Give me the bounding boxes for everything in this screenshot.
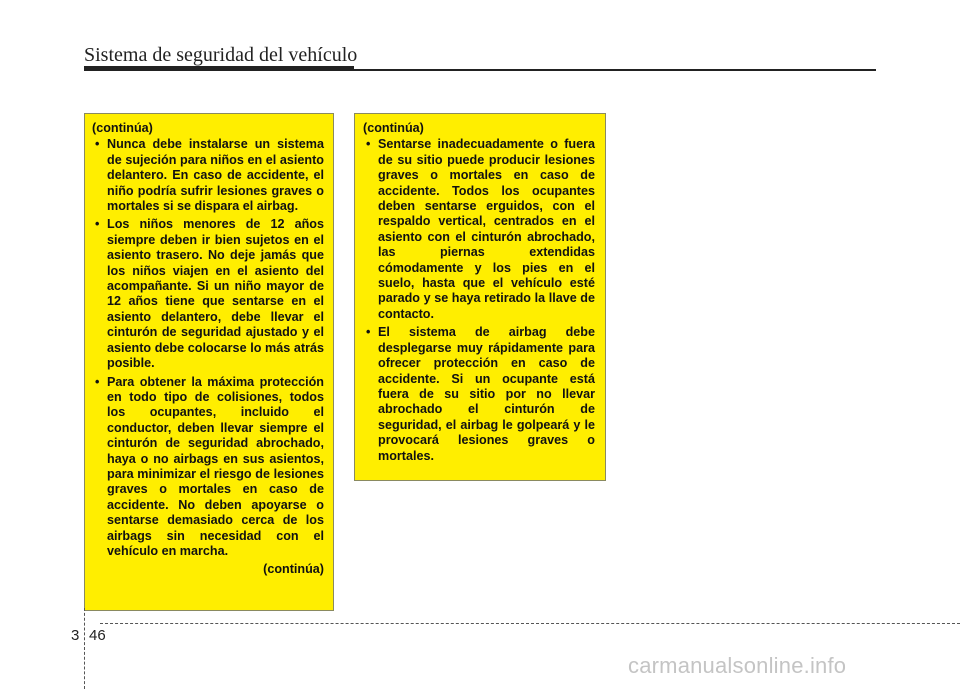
warning-list-left bbox=[92, 137, 324, 559]
footer-dashed-rule bbox=[100, 623, 960, 624]
list-item: • Los niños menores de 12 años siempre deben ir bien sujetos en el asiento trasero. No deje jamás que los niños viajen en el asiento del acompañante. Si un niño mayor de 12 años tiene que sentarse en el asiento delantero, debe llevar el cinturón de seguridad ajustado y el asiento debe colocarse lo más atrás posible. bbox=[92, 217, 324, 371]
continued-label-bottom: (continúa) bbox=[263, 562, 324, 577]
list-item: • Para obtener la máxima protección en todo tipo de colisiones, todos los ocupantes, incluido el conductor, deben llevar siempre el cinturón de seguridad abrochado, haya o no airbags en sus asientos, para minimizar el riesgo de lesiones graves o mortales en caso de accidente. No deben apoyarse o sentarse demasiado cerca de los airbags sin necesidad con el vehículo en marcha. bbox=[92, 375, 324, 560]
watermark: carmanualsonline.info bbox=[628, 653, 847, 678]
page-number: 46 bbox=[89, 627, 106, 644]
header-rule-thin bbox=[354, 69, 876, 71]
section-title: Sistema de seguridad del vehículo bbox=[84, 44, 358, 66]
continued-label-top: (continúa) bbox=[92, 121, 153, 135]
footer-dashed-vertical bbox=[84, 608, 85, 689]
list-item: • El sistema de airbag debe desplegarse muy rápidamente para ofrecer protección en caso de accidente. Si un ocupante está fuera de su sitio por no llevar abrochado el cinturón de seguridad, el airbag le golpeará y le provocará lesiones graves o mortales. bbox=[363, 325, 595, 464]
continued-label-top: (continúa) bbox=[363, 121, 424, 135]
warning-box-left bbox=[84, 113, 334, 611]
warning-list-right bbox=[363, 137, 595, 464]
warning-box-right bbox=[354, 113, 606, 481]
chapter-number: 3 bbox=[71, 627, 80, 644]
list-item: • Sentarse inadecuadamente o fuera de su sitio puede producir lesiones graves o mortales en caso de accidente. Todos los ocupantes deben sentarse erguidos, con el respaldo vertical, centrados en el asiento con el cinturón abrochado, las piernas extendidas cómodamente y los pies en el suelo, hasta que el vehículo esté parado y se haya retirado la llave de contacto. bbox=[363, 137, 595, 322]
header-rule-thick bbox=[84, 66, 354, 71]
list-item: • Nunca debe instalarse un sistema de sujeción para niños en el asiento delantero. En caso de accidente, el niño podría sufrir lesiones graves o mortales si se dispara el airbag. bbox=[92, 137, 324, 214]
